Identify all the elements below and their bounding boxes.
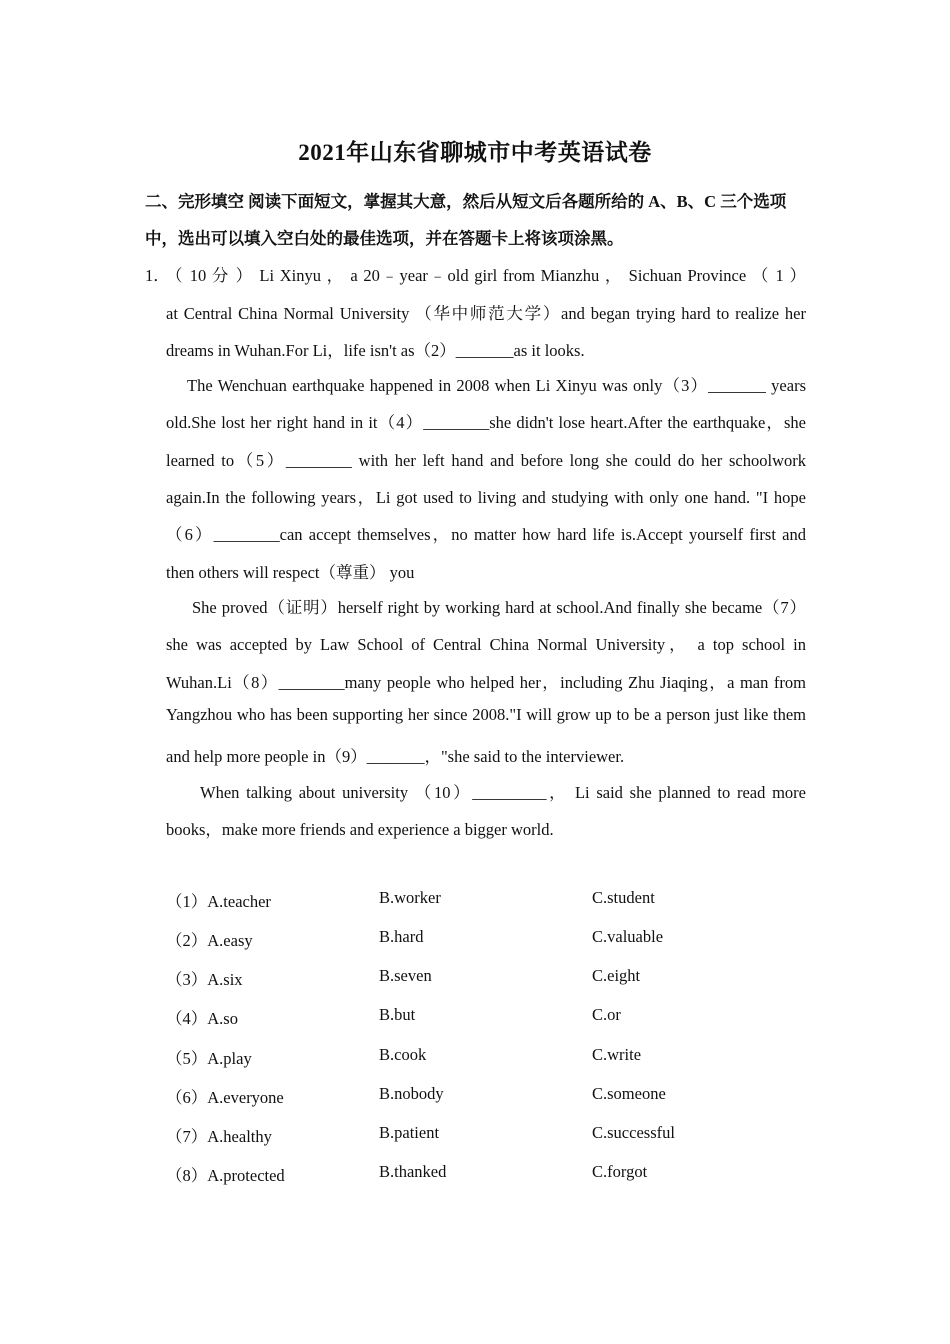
option-c: C.successful xyxy=(592,1123,675,1142)
option-b: B.cook xyxy=(379,1045,427,1064)
option-a: （7）A.healthy xyxy=(166,1127,272,1146)
passage-line: Yangzhou who has been supporting her since 2008."I will grow up to be a person just like them xyxy=(166,705,806,724)
option-c: C.eight xyxy=(592,966,641,985)
option-b: B.nobody xyxy=(379,1084,444,1103)
option-a: （2）A.easy xyxy=(166,931,253,950)
passage-line: old.She lost her right hand in it（4）________she didn't lose heart.After the earthquake，she xyxy=(166,413,806,432)
option-c: C.forgot xyxy=(592,1162,648,1181)
passage-line: The Wenchuan earthquake happened in 2008 when Li Xinyu was only（3）_______ years xyxy=(187,376,806,395)
passage-line: then others will respect（尊重） you xyxy=(166,563,415,582)
option-c: C.someone xyxy=(592,1084,666,1103)
option-a: （5）A.play xyxy=(166,1049,252,1068)
option-c: C.write xyxy=(592,1045,642,1064)
option-c: C.student xyxy=(592,888,655,907)
option-b: B.but xyxy=(379,1005,416,1024)
passage-line: Wuhan.Li（8）________many people who helped her，including Zhu Jiaqing，a man from xyxy=(166,673,806,692)
option-b: B.worker xyxy=(379,888,441,907)
option-a: （3）A.six xyxy=(166,970,243,989)
option-a: （1）A.teacher xyxy=(166,892,271,911)
option-a: （6）A.everyone xyxy=(166,1088,284,1107)
section-instruction-line-1: 二、完形填空 阅读下面短文，掌握其大意，然后从短文后各题所给的 A、B、C 三个选项 xyxy=(145,192,787,211)
passage-line: dreams in Wuhan.For Li，life isn't as（2）_______as it looks. xyxy=(166,341,585,360)
option-c: C.valuable xyxy=(592,927,664,946)
option-a: （4）A.so xyxy=(166,1009,238,1028)
passage-line: books，make more friends and experience a bigger world. xyxy=(166,820,554,839)
option-b: B.patient xyxy=(379,1123,440,1142)
passage-line: When talking about university （10）_________， Li said she planned to read more xyxy=(200,783,806,802)
passage-line: learned to（5）________ with her left hand and before long she could do her schoolwork xyxy=(166,451,806,470)
passage-line: again.In the following years，Li got used to living and studying with only one hand. "I hope xyxy=(166,488,806,507)
passage-line: She proved（证明）herself right by working hard at school.And finally she became（7） xyxy=(192,598,806,617)
question-number: 1． xyxy=(145,266,170,285)
option-b: B.thanked xyxy=(379,1162,447,1181)
option-b: B.seven xyxy=(379,966,432,985)
passage-line: （6）________can accept themselves，no matter how hard life is.Accept yourself first and xyxy=(166,525,806,544)
section-instruction-line-2: 中，选出可以填入空白处的最佳选项，并在答题卡上将该项涂黑。 xyxy=(145,229,624,248)
page-title: 2021年山东省聊城市中考英语试卷 xyxy=(298,140,652,165)
option-c: C.or xyxy=(592,1005,621,1024)
passage-line: and help more people in（9）_______，"she said to the interviewer. xyxy=(166,747,625,766)
passage-line: （ 10 分 ） Li Xinyu ， a 20﹣year﹣old girl from Mianzhu ， Sichuan Province （ 1 ） xyxy=(166,266,806,285)
passage-line: she was accepted by Law School of Central China Normal University， a top school in xyxy=(166,635,806,654)
passage-line: at Central China Normal University （华中师范大学）and began trying hard to realize her xyxy=(166,304,806,323)
option-a: （8）A.protected xyxy=(166,1166,285,1185)
option-b: B.hard xyxy=(379,927,424,946)
